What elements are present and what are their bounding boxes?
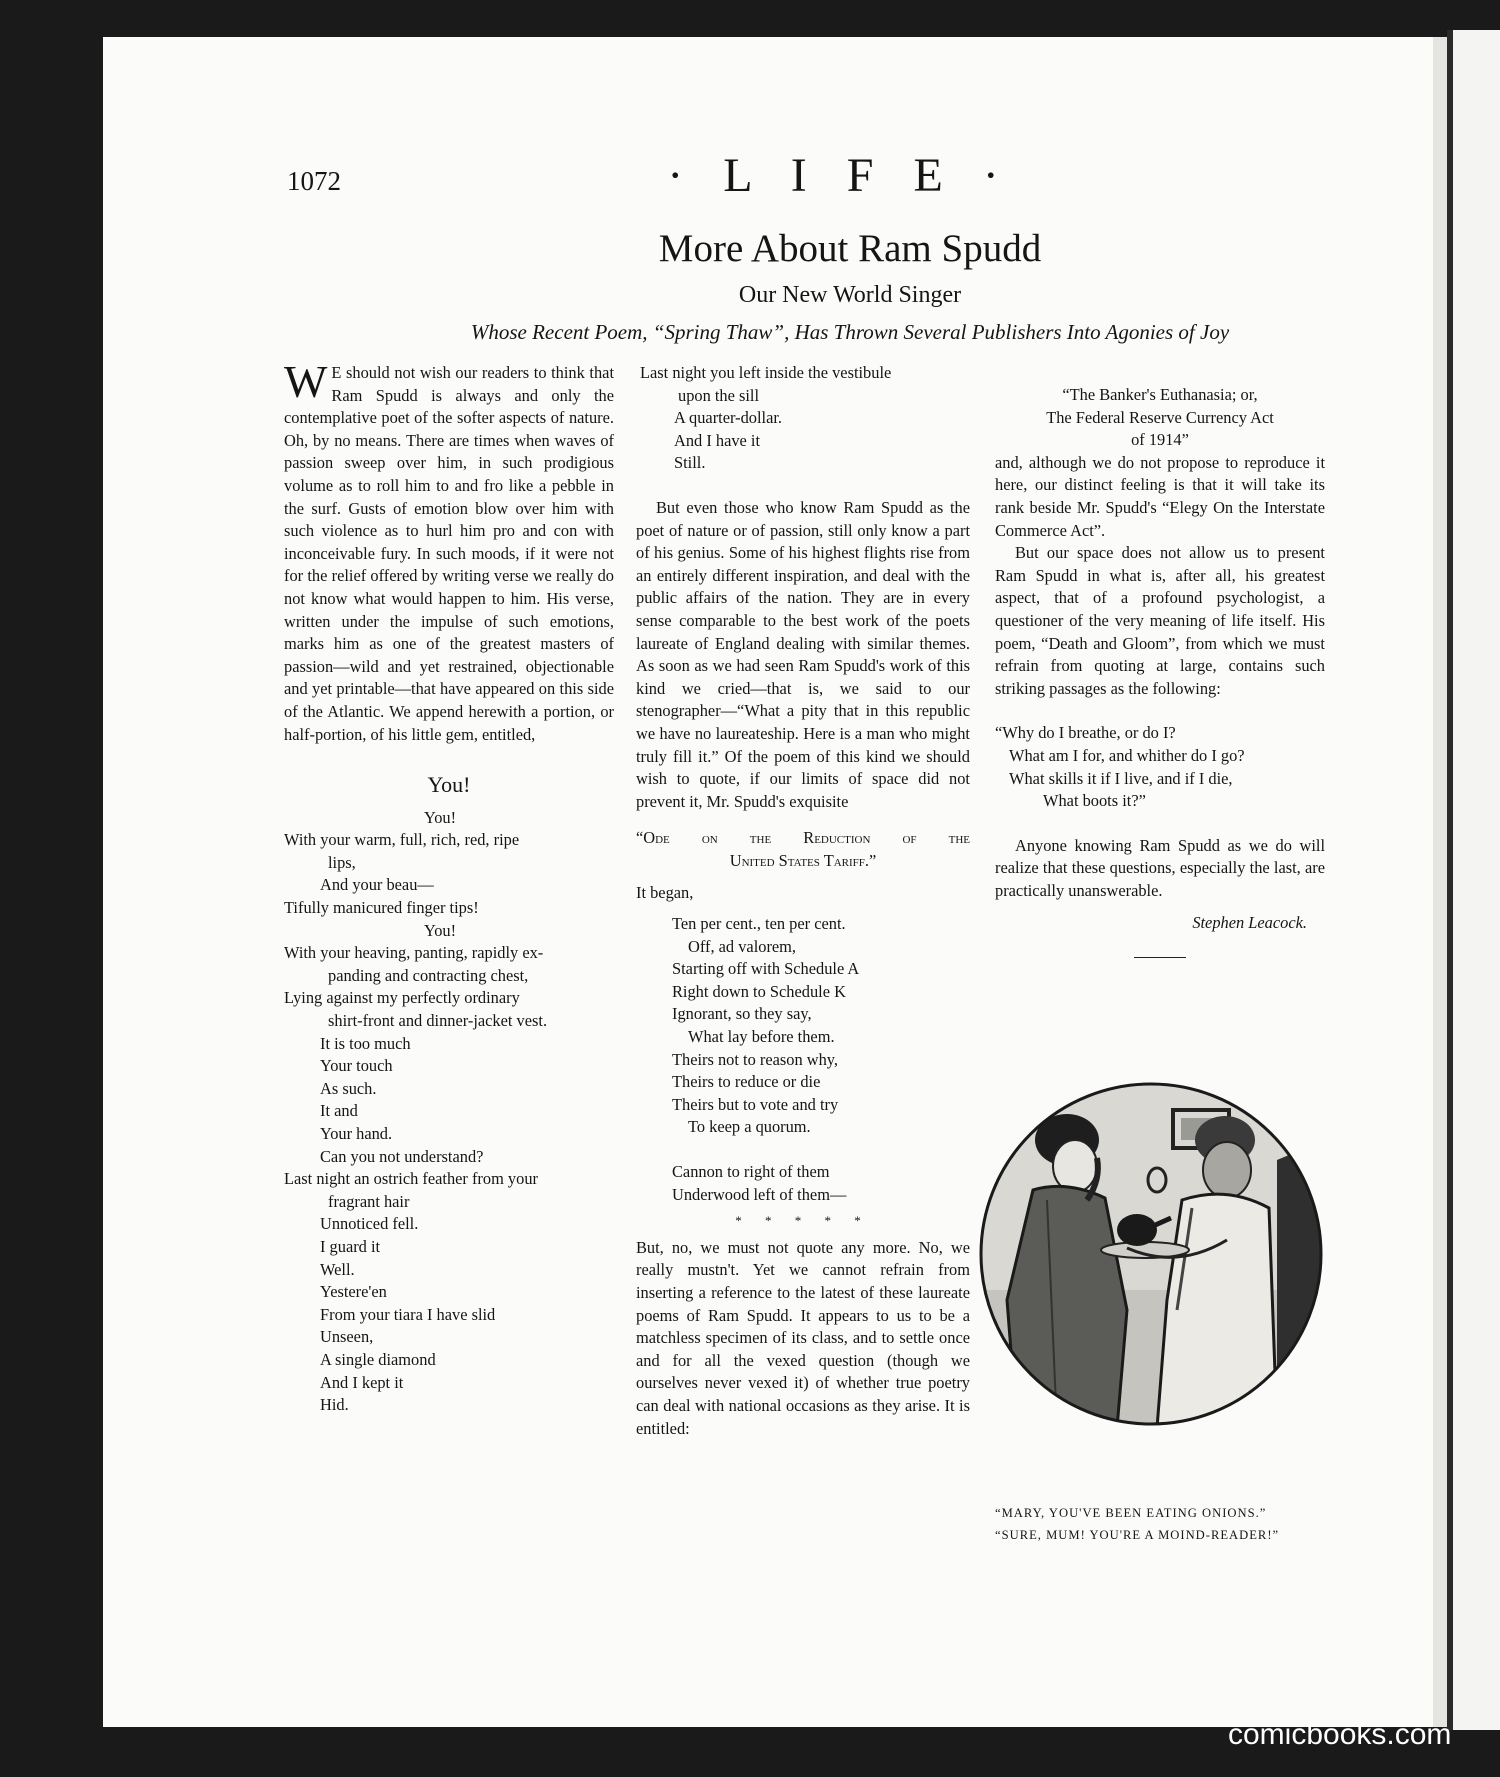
banker-title-line-1: “The Banker's Euthanasia; or, [1062, 385, 1258, 404]
verse-line: To keep a quorum. [688, 1117, 811, 1137]
after-stars-paragraph: But, no, we must not quote any more. No, we really mustn't. Yet we cannot refrain from inserting a reference to the latest of these laureate poems of Ram Spudd. It appears to us to be a matchless specimen of its class, and to settle once and for all the vexed question (though we ourselves never vexed it) of whether true poetry can deal with national occasions as they arise. It is entitled: [636, 1237, 970, 1438]
verse-line: Ten per cent., ten per cent. [672, 914, 846, 934]
verse-line: With your heaving, panting, rapidly ex- [284, 943, 544, 963]
verse-line: Right down to Schedule K [672, 981, 846, 1001]
verse-line: It is too much [320, 1033, 411, 1053]
verse-line: fragrant hair [328, 1191, 410, 1211]
ode-title-line-2: United States Tariff.” [729, 850, 877, 870]
article-title: More About Ram Spudd [658, 227, 1042, 270]
verse-line: It and [320, 1101, 358, 1121]
ode-title-line-1: “Ode on the Reduction of the [636, 828, 970, 848]
verse-line: I guard it [320, 1236, 381, 1256]
verse-line: Your touch [320, 1056, 393, 1076]
verse-line: Well. [320, 1259, 355, 1279]
verse-line: shirt-front and dinner-jacket vest. [328, 1011, 548, 1031]
section-stars: * * * * * [735, 1213, 871, 1229]
verse-line: A quarter-dollar. [674, 408, 782, 428]
verse-line: Theirs not to reason why, [672, 1049, 838, 1069]
author-signature: Stephen Leacock. [1192, 913, 1307, 933]
verse-line: What boots it?” [1043, 791, 1146, 811]
banker-title-line-2: The Federal Reserve Currency Act [1046, 407, 1274, 427]
verse-line: Your hand. [320, 1124, 393, 1143]
poem-you [284, 807, 614, 1417]
verse-line: You! [424, 920, 457, 940]
verse-line: A single diamond [320, 1349, 436, 1369]
verse-line: Lying against my perfectly ordinary [284, 988, 520, 1008]
column-3 [995, 362, 1325, 958]
gloom-poem-excerpt [995, 722, 1325, 812]
intro-paragraph: W E should not wish our readers to think that Ram Spudd is always and only the contemplative poet of the softer aspects of nature. Oh, by no means. There are times when waves of passion sweep over him, in such prodigious volume as to roll him to and fro like a pebble in the surf. Gusts of emotion blow over him with such violence as to hurl him pro and con with inconceivable fury. In such moods, if it were not for the relief offered by writing verse we really do not know what would happen to him. His verse, written under the impulse of such emotions, marks him as one of the greatest masters of passion—wild and yet restrained, objectionable and yet printable—that have appeared on this side of the Atlantic. We append herewith a portion, or half-portion, of his little gem, entitled, [284, 356, 614, 744]
ode-stanza-2 [636, 1161, 970, 1206]
verse-line: Still. [674, 453, 706, 473]
column-1 [284, 356, 614, 1417]
verse-line: From your tiara I have slid [320, 1304, 496, 1324]
verse-line: And I have it [674, 430, 761, 450]
drop-cap: W [284, 356, 328, 407]
page-fold [1433, 37, 1447, 1727]
verse-line: panding and contracting chest, [328, 965, 529, 985]
page-number: 1072 [287, 166, 341, 196]
caption-line-1: “MARY, YOU'VE BEEN EATING ONIONS.” [995, 1506, 1267, 1520]
verse-line: With your warm, full, rich, red, ripe [284, 830, 520, 850]
verse-line: What skills it if I live, and if I die, [1009, 768, 1233, 788]
verse-line: And I kept it [320, 1372, 404, 1392]
verse-line: Theirs to reduce or die [672, 1072, 821, 1092]
verse-line: Cannon to right of them [672, 1162, 830, 1181]
verse-line: upon the sill [678, 385, 760, 405]
verse-line: Yestere'en [320, 1282, 387, 1302]
verse-line: Last night you left inside the vestibule [640, 363, 892, 382]
column-2 [636, 362, 970, 1440]
verse-line: Off, ad valorem, [688, 936, 797, 956]
verse-line: Unnoticed fell. [320, 1214, 419, 1234]
closing-paragraph: Anyone knowing Ram Spudd as we do will realize that these questions, especially the last, are practically unanswerable. [995, 835, 1325, 900]
verse-line: Last night an ostrich feather from your [284, 1169, 538, 1189]
cartoon-caption [995, 1502, 1335, 1546]
banker-title-line-3: of 1914” [1131, 430, 1189, 450]
verse-line: What am I for, and whither do I go? [1009, 745, 1245, 765]
article-tagline: Whose Recent Poem, “Spring Thaw”, Has Thrown Several Publishers Into Agonies of Joy [470, 320, 1230, 344]
watermark: comicbooks.com [1228, 1718, 1452, 1751]
verse-line: Tifully manicured finger tips! [284, 898, 479, 918]
verse-line: What lay before them. [688, 1027, 835, 1047]
space-paragraph: But our space does not allow us to present Ram Spudd in what is, after all, his greatest aspect, that of a profound psychologist, a questioner of the very meaning of life itself. His poem, “Death and Gloom”, from which we must refrain from quoting at large, contains such striking passages as the following: [995, 543, 1325, 698]
verse-line: lips, [328, 852, 356, 872]
verse-line: Theirs but to vote and try [672, 1094, 839, 1114]
verse-line: You! [424, 807, 457, 827]
ode-stanza-1 [636, 913, 970, 1139]
verse-line: Can you not understand? [320, 1146, 484, 1166]
verse-line: And your beau— [320, 875, 434, 895]
masthead: · L I F E · [667, 149, 1013, 202]
verse-line: “Why do I breathe, or do I? [995, 723, 1176, 743]
caption-line-2: “SURE, MUM! YOU'RE A MOIND-READER!” [995, 1528, 1280, 1542]
cartoon-illustration [977, 1080, 1325, 1428]
verse-line: Unseen, [320, 1327, 374, 1347]
closing-rule [1134, 957, 1186, 958]
verse-line: Ignorant, so they say, [672, 1004, 812, 1024]
verse-line: Starting off with Schedule A [672, 959, 860, 979]
it-began: It began, [636, 883, 694, 903]
facing-page-edge [1447, 30, 1500, 1730]
article-subtitle: Our New World Singer [738, 282, 962, 308]
banker-paragraph: and, although we do not propose to reproduce it here, our distinct feeling is that it will take its rank beside Mr. Spudd's “Elegy On the Interstate Commerce Act”. [995, 452, 1325, 540]
poem-title: You! [427, 772, 471, 798]
verse-line: Hid. [320, 1395, 349, 1415]
poem-you-continued [636, 362, 970, 475]
middle-paragraph: But even those who know Ram Spudd as the poet of nature or of passion, still only know a part of his genius. Some of his highest flights rise from an entirely different inspiration, and deal with the public affairs of the nation. They are in every sense comparable to the best work of the poets laureate of England dealing with similar themes. As soon as we had seen Ram Spudd's work of this kind we cried—that is, we said to our stenographer—“What a pity that in this republic we have no laureateship. Here is a man who might truly fill it.” Of the poem of this kind we should wish to quote, if our limits of space did not prevent it, Mr. Spudd's exquisite [636, 497, 970, 811]
verse-line: Underwood left of them— [672, 1184, 847, 1204]
verse-line: As such. [320, 1078, 377, 1098]
